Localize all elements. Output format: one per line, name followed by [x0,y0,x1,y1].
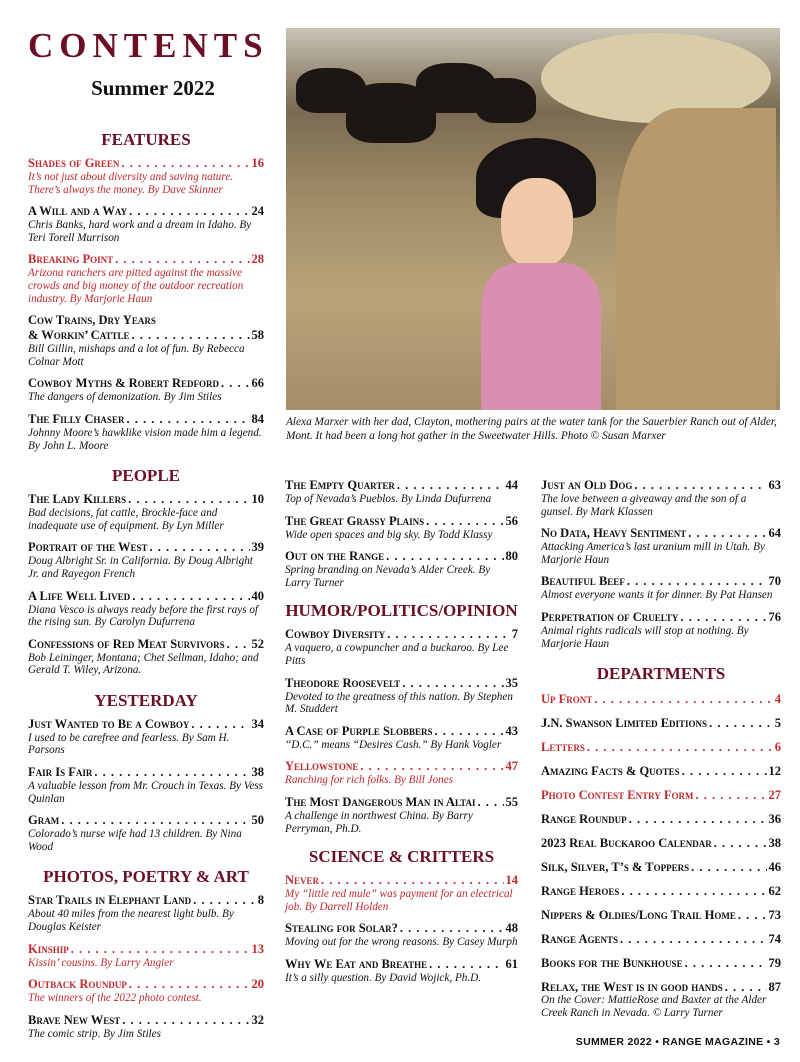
toc-entry[interactable]: Range Heroes . . . 62 [541,884,781,899]
cover-photo [286,28,780,410]
toc-entry[interactable]: Cowboy Myths & Robert Redford . . . 66 The dangers of demonization. By Jim Stiles [28,376,264,404]
toc-entry[interactable]: Books for the Bunkhouse . . . 79 [541,956,781,971]
toc-entry[interactable]: Fair Is Fair . . . 38 A valuable lesson from Mr. Crouch in Texas. By Vess Quinlan [28,765,264,805]
column-middle [285,478,518,993]
toc-entry[interactable]: Never . . . 14 My “little red mule” was payment for an electrical job. By Darrell Holden [285,873,518,913]
toc-entry[interactable]: The Most Dangerous Man in Altai . . . 55 A challenge in northwest China. By Barry Perryman, Ph.D. [285,795,518,835]
photo-caption: Alexa Marxer with her dad, Clayton, mothering pairs at the water tank for the Sauerbier Ranch out of Alder, Mont. It had been a long hot gather in the Sweetwater Hills. Photo © Susan Marxer [286,416,777,442]
cover-note: On the Cover: MattieRose and Baxter at the Alder Creek Ranch in Nevada. © Larry Turner [541,994,767,1019]
toc-entry[interactable]: The Great Grassy Plains . . . 56 Wide open spaces and big sky. By Todd Klassy [285,514,518,542]
column-left [28,130,264,1048]
toc-entry[interactable]: Up Front . . . 4 [541,692,781,707]
page-footer: SUMMER 2022 • RANGE MAGAZINE • 3 [575,1036,780,1048]
toc-entry[interactable]: Cowboy Diversity . . . 7 A vaquero, a cowpuncher and a buckaroo. By Lee Pitts [285,627,518,667]
toc-entry[interactable]: Breaking Point . . . 28 Arizona ranchers are pitted against the massive crowds and big money of the outdoor recreation industry. By Marjorie Haun [28,252,264,305]
toc-entry[interactable]: Amazing Facts & Quotes . . . 12 [541,764,781,779]
toc-entry[interactable]: Gram . . . 50 Colorado’s nurse wife had 13 children. By Nina Wood [28,813,264,853]
toc-entry[interactable]: Brave New West . . . 32 The comic strip. By Jim Stiles [28,1013,264,1041]
people-heading: PEOPLE [111,466,180,486]
column-right [541,478,781,1004]
toc-entry[interactable]: Just Wanted to Be a Cowboy . . . 34 I used to be carefree and fearless. By Sam H. Parsons [28,717,264,757]
toc-entry[interactable]: Range Roundup . . . 36 [541,812,781,827]
toc-entry[interactable]: A Life Well Lived . . . 40 Diana Vesco is always ready before the first rays of the rising sun. By Carolyn Dufurrena [28,589,264,629]
features-heading: FEATURES [101,130,191,149]
science-heading: SCIENCE & CRITTERS [308,847,495,867]
toc-entry[interactable]: Confessions of Red Meat Survivors . . . 52 Bob Leininger, Montana; Chet Sellman, Idaho; and Gerald T. Wiley, Arizona. [28,637,264,677]
issue-date: Summer 2022 [91,76,215,100]
humor-heading: HUMOR/POLITICS/OPINION [285,601,518,621]
toc-entry[interactable]: No Data, Heavy Sentiment . . . 64 Attacking America’s last uranium mill in Utah. By Marjorie Haun [541,526,781,566]
toc-entry[interactable]: Cow Trains, Dry Years & Workin’ Cattle . . . 58 Bill Gillin, mishaps and a lot of fun. By Rebecca Colnar Mott [28,313,264,368]
toc-entry[interactable]: Why We Eat and Breathe . . . 61 It’s a silly question. By David Wojick, Ph.D. [285,957,518,985]
toc-entry[interactable]: A Case of Purple Slobbers . . . 43 “D.C.” means “Desires Cash.” By Hank Vogler [285,724,518,752]
toc-entry[interactable]: The Filly Chaser . . . 84 Johnny Moore’s hawklike vision made him a legend. By John L. Moore [28,412,264,452]
toc-entry[interactable]: The Lady Killers . . . 10 Bad decisions, fat cattle, Brockle-face and inadequate use of equipment. By Lyn Miller [28,492,264,532]
toc-entry[interactable]: Theodore Roosevelt . . . 35 Devoted to the greatness of this nation. By Stephen M. Studdert [285,676,518,716]
toc-entry[interactable]: Nippers & Oldies/Long Trail Home . . . 73 [541,908,781,923]
toc-entry[interactable]: Portrait of the West . . . 39 Doug Albright Sr. in California. By Doug Albright Jr. and Rayegon French [28,540,264,580]
toc-entry[interactable]: Yellowstone . . . 47 Ranching for rich folks. By Bill Jones [285,759,518,787]
toc-entry[interactable]: The Empty Quarter . . . 44 Top of Nevada’s Pueblos. By Linda Dufurrena [285,478,518,506]
toc-entry[interactable]: Range Agents . . . 74 [541,932,781,947]
toc-entry[interactable]: Outback Roundup . . . 20 The winners of the 2022 photo contest. [28,977,264,1005]
toc-entry[interactable]: Relax, the West is in good hands . . . 87 [541,980,781,995]
toc-entry[interactable]: Star Trails in Elephant Land . . . 8 About 40 miles from the nearest light bulb. By Douglas Keister [28,893,264,933]
yesterday-heading: YESTERDAY [94,690,198,710]
toc-entry[interactable]: Beautiful Beef . . . 70 Almost everyone wants it for dinner. By Pat Hansen [541,574,781,602]
page-title: CONTENTS [28,26,269,65]
toc-entry[interactable]: Photo Contest Entry Form . . . 27 [541,788,781,803]
toc-entry[interactable]: Silk, Silver, T’s & Toppers . . . 46 [541,860,781,875]
toc-entry[interactable]: J.N. Swanson Limited Editions . . . 5 [541,716,781,731]
toc-entry[interactable]: Shades of Green . . . 16 It’s not just about diversity and saving nature. There’s always the money. By Dave Skinner [28,156,264,196]
toc-entry[interactable]: Just an Old Dog . . . 63 The love between a giveaway and the son of a gunsel. By Mark Klassen [541,478,781,518]
departments-heading: DEPARTMENTS [596,664,726,684]
photos-heading: PHOTOS, POETRY & ART [43,867,249,887]
toc-entry[interactable]: Stealing for Solar? . . . 48 Moving out for the wrong reasons. By Casey Murph [285,921,518,949]
toc-entry[interactable]: Kinship . . . 13 Kissin’ cousins. By Larry Angier [28,942,264,970]
toc-entry[interactable]: Perpetration of Cruelty . . . 76 Animal rights radicals will stop at nothing. By Marjorie Haun [541,610,781,650]
toc-entry[interactable]: Out on the Range . . . 80 Spring branding on Nevada’s Alder Creek. By Larry Turner [285,549,518,589]
toc-entry[interactable]: Letters . . . 6 [541,740,781,755]
toc-entry[interactable]: A Will and a Way . . . 24 Chris Banks, hard work and a dream in Idaho. By Teri Torell Murrison [28,204,264,244]
toc-entry[interactable]: 2023 Real Buckaroo Calendar . . . 38 [541,836,781,851]
